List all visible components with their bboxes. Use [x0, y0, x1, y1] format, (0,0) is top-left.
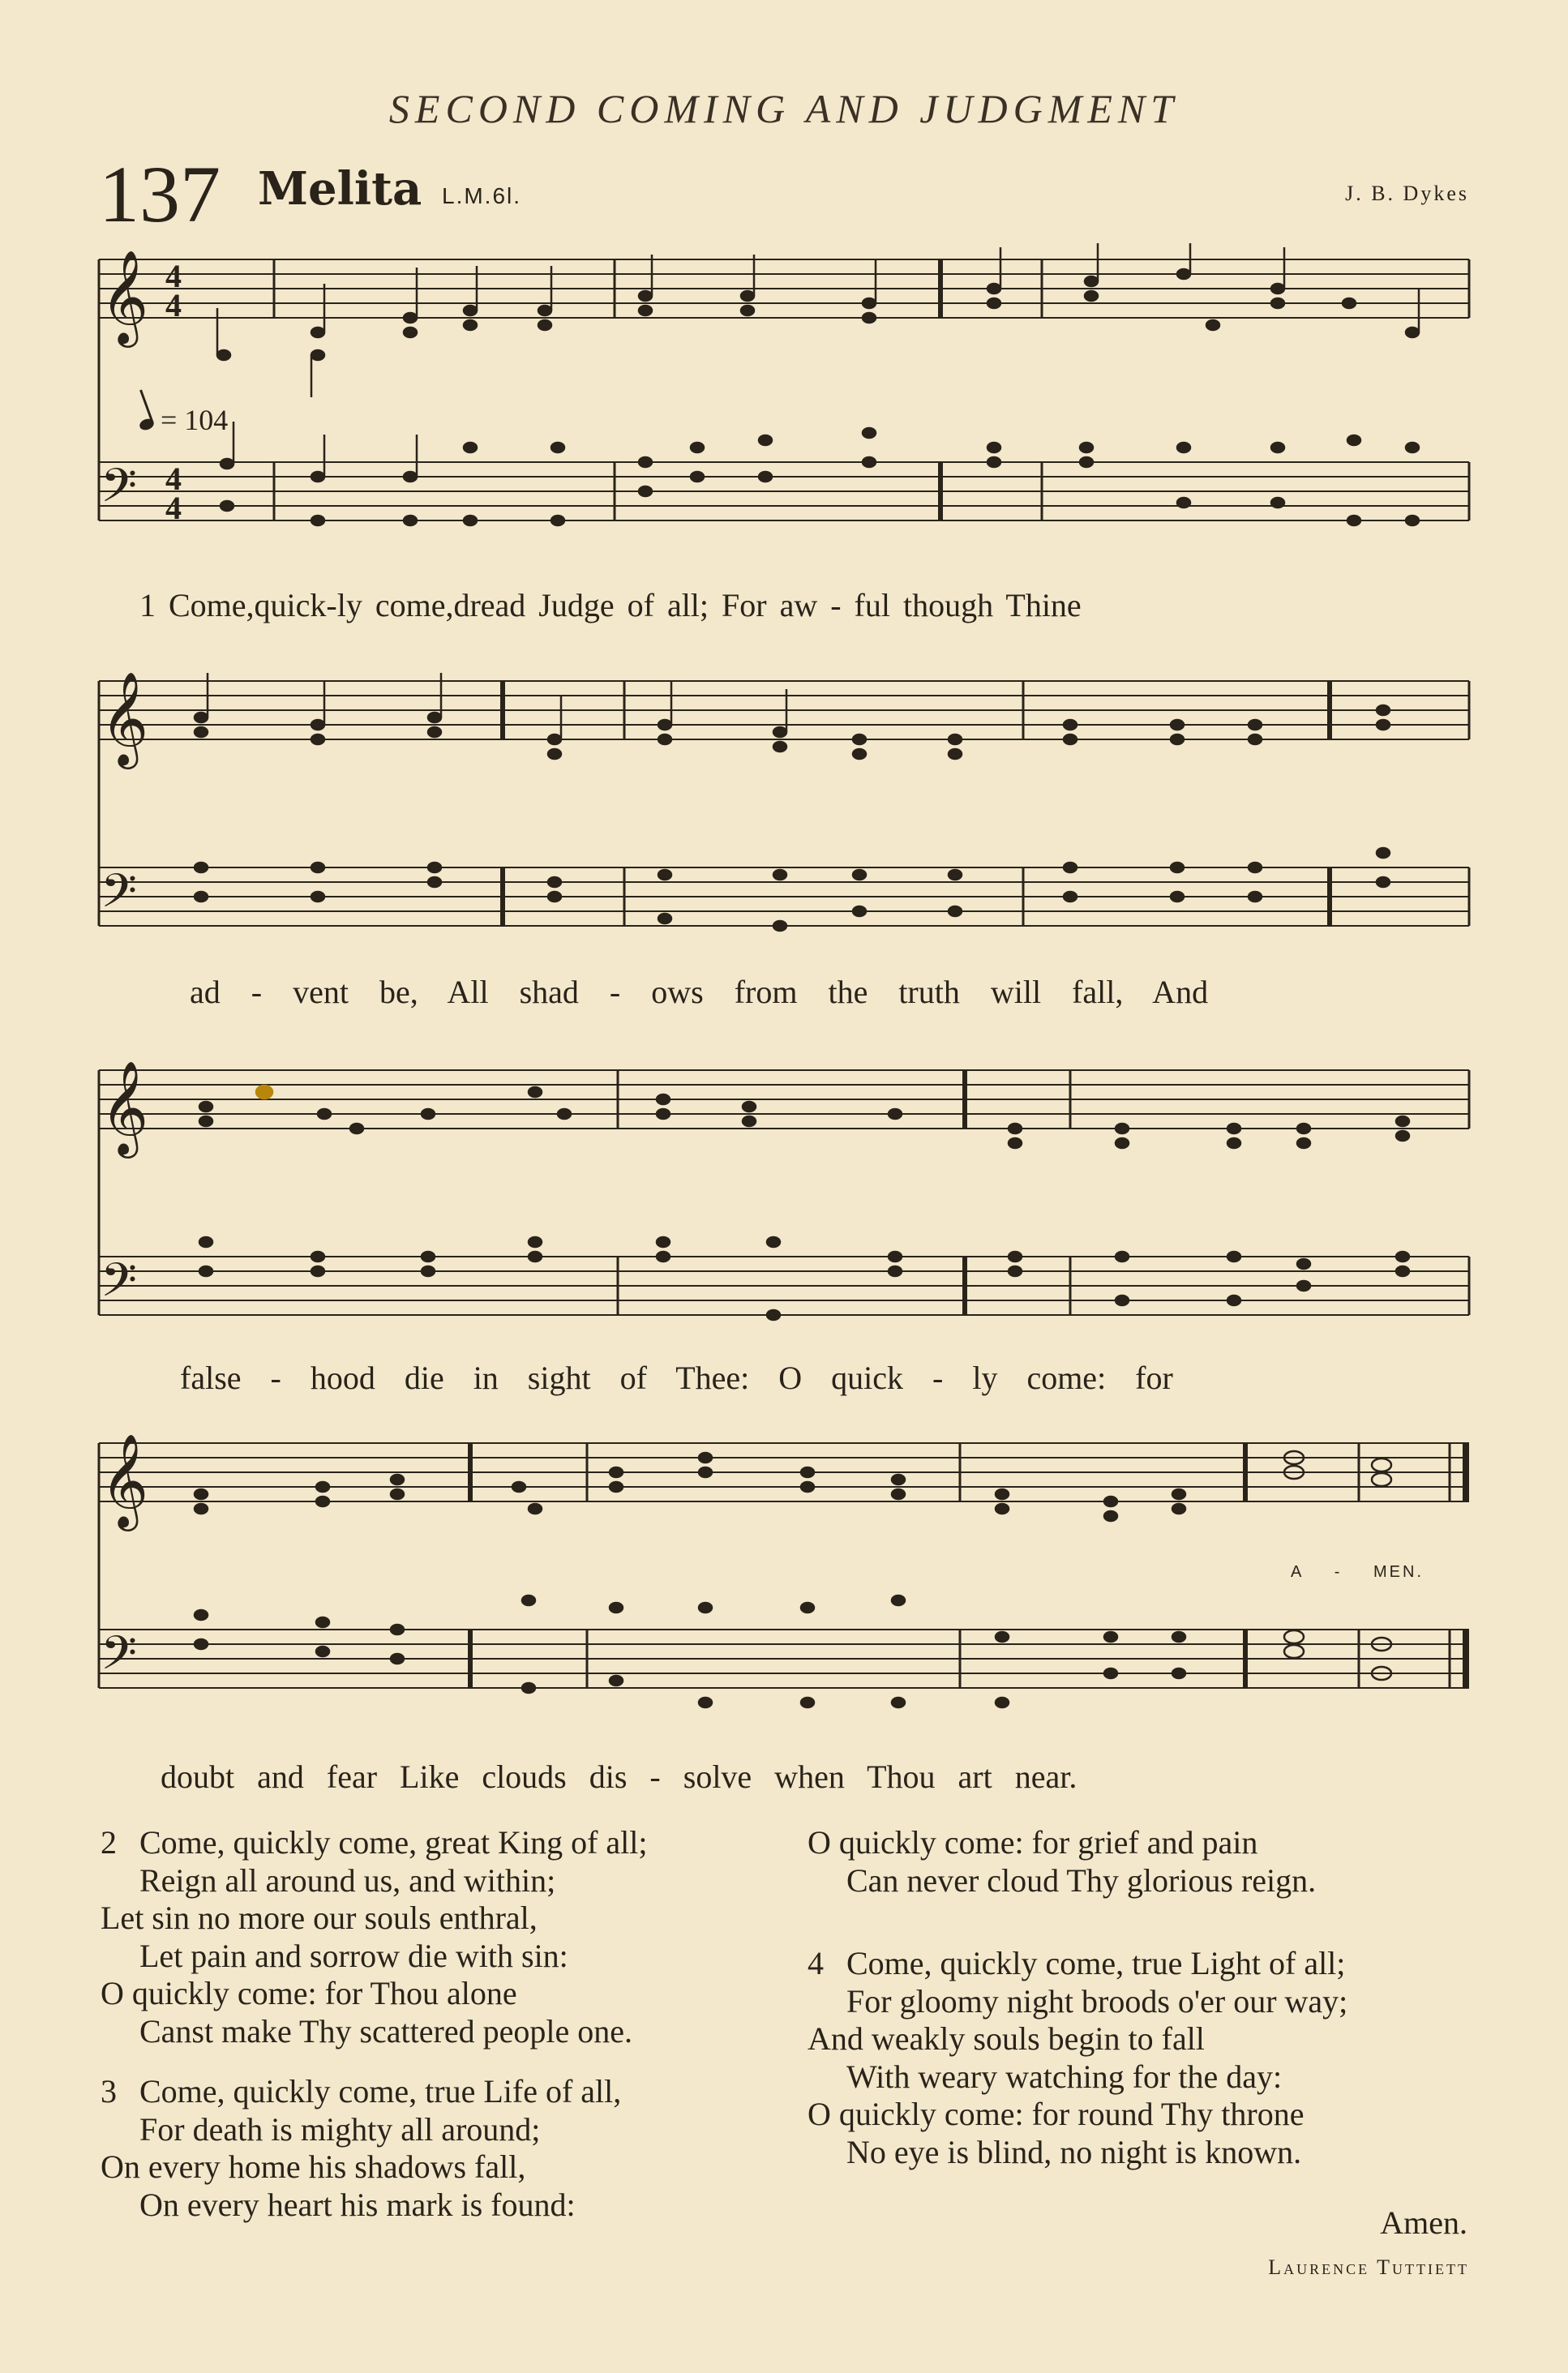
- amen-end: Amen.: [1380, 2204, 1467, 2241]
- svg-text:𝄞: 𝄞: [101, 1433, 149, 1527]
- svg-text:𝄢: 𝄢: [101, 863, 138, 930]
- meter: L.M.6l.: [442, 183, 522, 208]
- lyric-line-1: 1 Come,quick-ly come,dread Judge of all; For aw - ful though Thine: [139, 587, 1082, 623]
- verse-line: O quickly come: for Thou alone: [101, 1975, 517, 2011]
- verse-line: Let sin no more our souls enthral,: [101, 1900, 538, 1936]
- svg-text:𝄞: 𝄞: [101, 670, 149, 765]
- amen-under-music: A - MEN.: [1291, 1563, 1424, 1581]
- svg-text:4: 4: [165, 287, 182, 323]
- verse-line: O quickly come: for grief and pain: [808, 1824, 1258, 1861]
- svg-text:4: 4: [165, 460, 182, 497]
- treble-clef-icon: 𝄞: [101, 249, 149, 344]
- tempo-mark: = 104: [139, 403, 228, 437]
- verse-line: For death is mighty all around;: [139, 2110, 541, 2148]
- music-system-3: [0, 1038, 1568, 1362]
- verse-line: For gloomy night broods o'er our way;: [846, 1982, 1348, 2020]
- verse-line: Canst make Thy scattered people one.: [139, 2012, 632, 2050]
- tune-name: Melita: [258, 162, 422, 216]
- verse-line: On every home his shadows fall,: [101, 2148, 526, 2185]
- verse-line: Let pain and sorrow die with sin:: [139, 1937, 568, 1974]
- verse-line: No eye is blind, no night is known.: [846, 2133, 1302, 2170]
- bass-clef-icon: 𝄢: [101, 458, 138, 525]
- music-system-4: [0, 1427, 1568, 1743]
- treble-staff: [99, 259, 1469, 318]
- verses-left: [101, 1824, 648, 2224]
- svg-text:𝄢: 𝄢: [101, 1253, 138, 1319]
- verses-right: [808, 1824, 1347, 2171]
- verse-line: And weakly souls begin to fall: [808, 2020, 1205, 2057]
- verse-line: 2 Come, quickly come, great King of all;: [101, 1824, 648, 1861]
- svg-text:4: 4: [165, 490, 182, 526]
- lyric-line-4: doubt and fear Like clouds dis - solve when Thou art near.: [161, 1758, 1077, 1795]
- composer: J. B. Dykes: [1345, 182, 1469, 205]
- verse-line: O quickly come: for round Thy throne: [808, 2096, 1305, 2132]
- bass-staff: [99, 462, 1469, 520]
- verse-line: 4 Come, quickly come, true Light of all;: [808, 1945, 1346, 1981]
- author: Laurence Tuttiett: [1268, 2255, 1469, 2279]
- lyric-line-3: false - hood die in sight of Thee: O quick - ly come: for: [180, 1360, 1173, 1396]
- svg-text:4: 4: [165, 258, 182, 294]
- verse-line: 3 Come, quickly come, true Life of all,: [101, 2073, 622, 2110]
- verse-line: Can never cloud Thy glorious reign.: [846, 1861, 1317, 1899]
- section-title: SECOND COMING AND JUDGMENT: [388, 86, 1180, 131]
- verse-line: Reign all around us, and within;: [139, 1861, 556, 1899]
- svg-text:𝄞: 𝄞: [101, 1060, 149, 1154]
- lyric-line-2: ad - vent be, All shad - ows from the truth will fall, And: [190, 974, 1209, 1010]
- svg-text:𝄢: 𝄢: [101, 1626, 138, 1692]
- verse-line: On every heart his mark is found:: [139, 2186, 576, 2223]
- notes: [217, 243, 1419, 525]
- verse-line: With weary watching for the day:: [846, 2058, 1283, 2095]
- quarter-note-icon: [138, 417, 155, 431]
- music-system-1: [0, 243, 1568, 584]
- hymn-number: 137: [99, 149, 221, 239]
- music-system-2: [0, 649, 1568, 973]
